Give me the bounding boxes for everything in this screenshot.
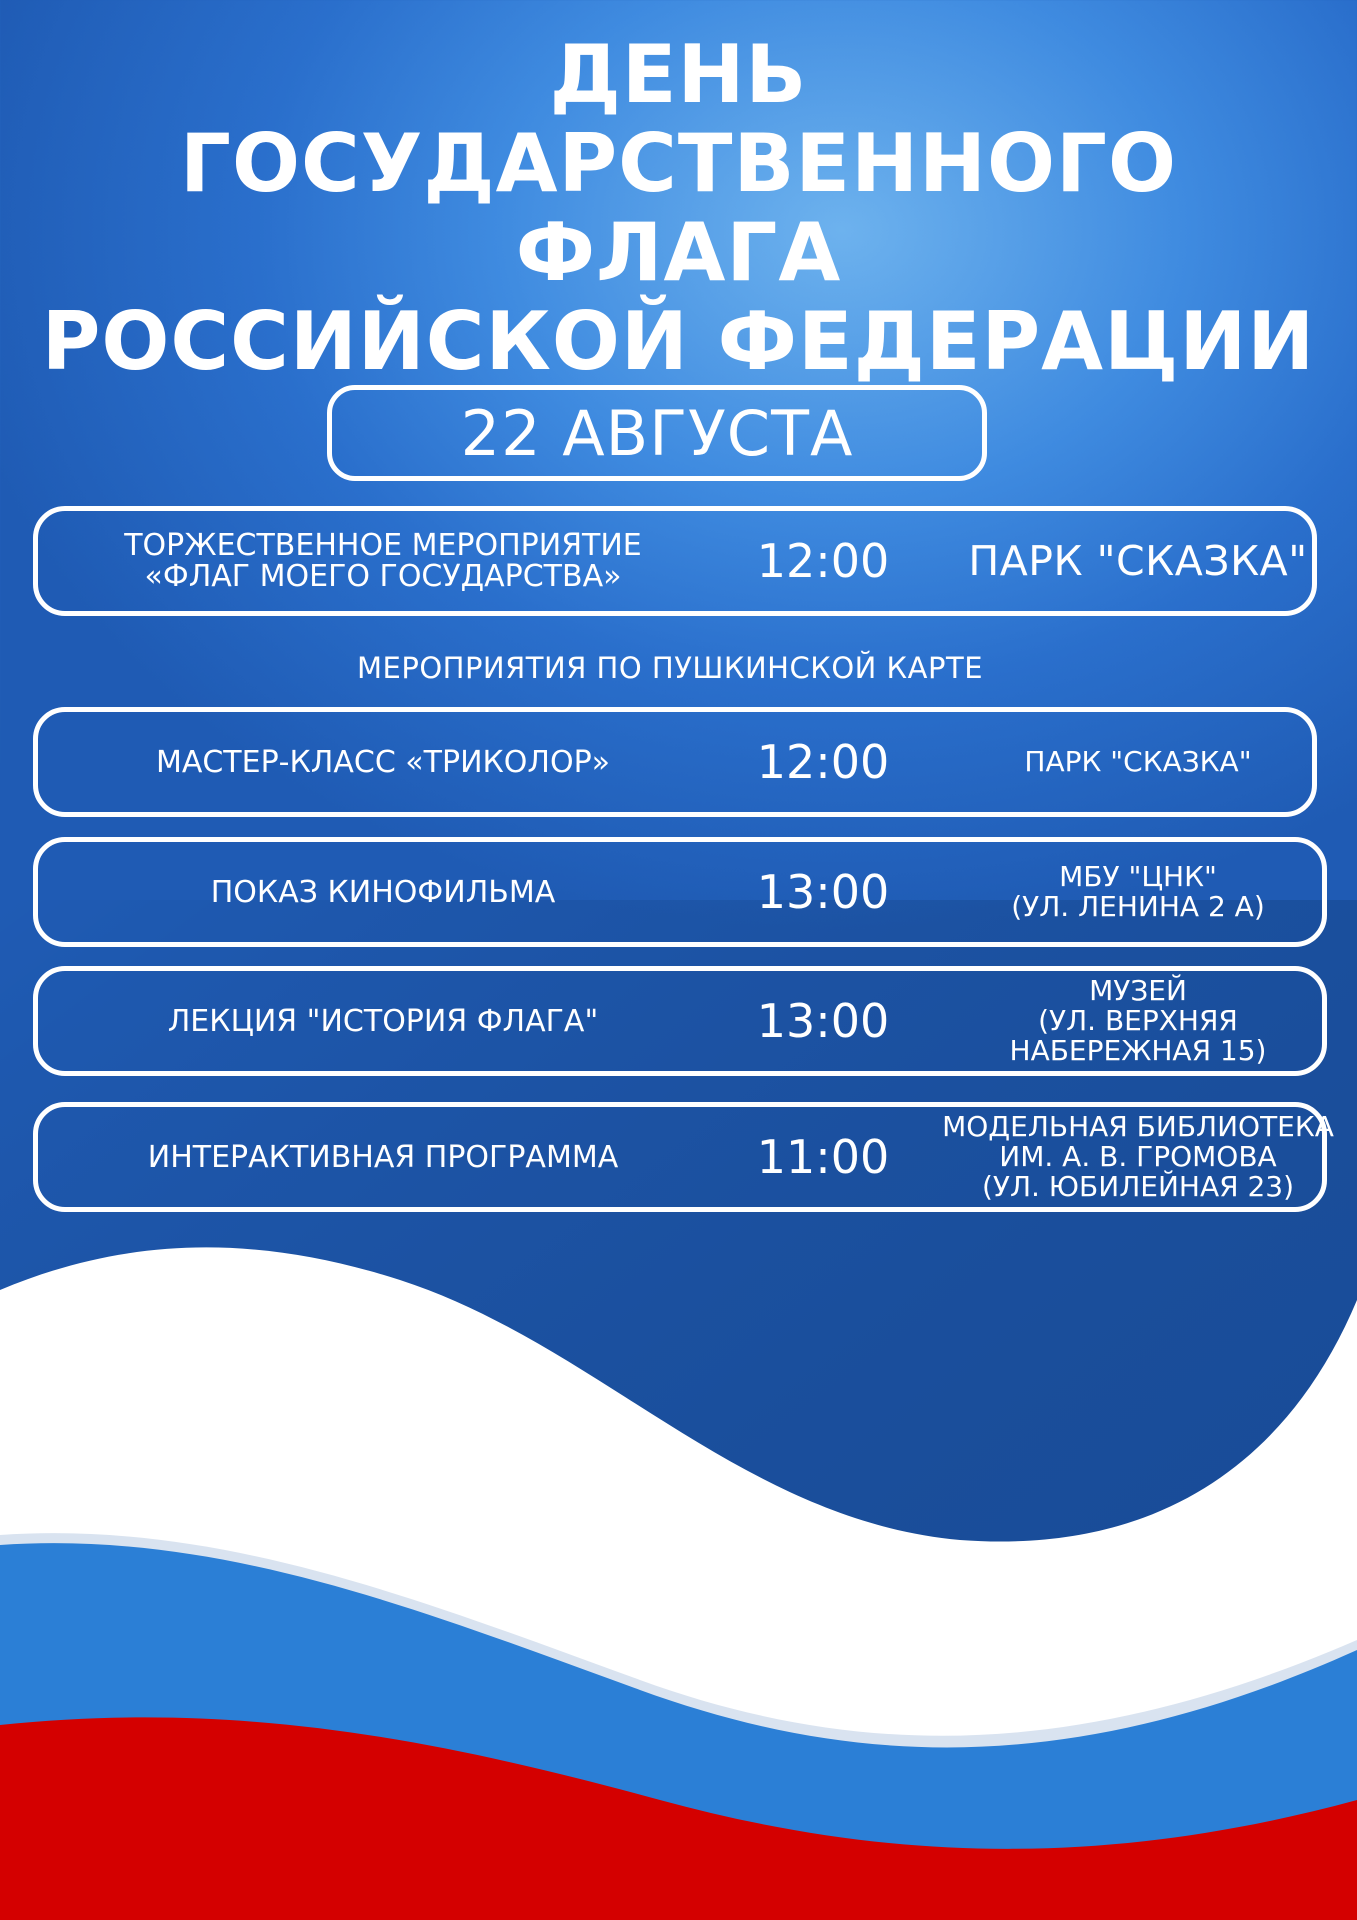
- date-badge: [327, 385, 987, 481]
- main-event-time: 12:00: [756, 534, 890, 588]
- title-line-2: ГОСУДАРСТВЕННОГО: [180, 117, 1177, 210]
- page-title: [0, 30, 1357, 386]
- main-event-row: [33, 506, 1317, 616]
- event-time: 12:00: [756, 735, 890, 789]
- event-time: 13:00: [756, 865, 890, 919]
- event-place: МОДЕЛЬНАЯ БИБЛИОТЕКА ИМ. А. В. ГРОМОВА (УЛ. ЮБИЛЕЙНАЯ 23): [942, 1110, 1334, 1203]
- title-line-3: ФЛАГА: [515, 206, 842, 299]
- event-place: МБУ "ЦНК" (УЛ. ЛЕНИНА 2 А): [1011, 860, 1265, 923]
- event-place: ПАРК "СКАЗКА": [1024, 745, 1252, 778]
- event-name: ЛЕКЦИЯ "ИСТОРИЯ ФЛАГА": [167, 1003, 599, 1039]
- event-row: [33, 837, 1327, 947]
- pushkin-section-label: МЕРОПРИЯТИЯ ПО ПУШКИНСКОЙ КАРТЕ: [356, 651, 984, 685]
- event-place: МУЗЕЙ (УЛ. ВЕРХНЯЯ НАБЕРЕЖНАЯ 15): [1009, 974, 1267, 1067]
- title-line-4: РОССИЙСКОЙ ФЕДЕРАЦИИ: [41, 295, 1316, 388]
- main-event-place: ПАРК "СКАЗКА": [968, 537, 1308, 585]
- title-line-1: ДЕНЬ: [549, 28, 808, 121]
- event-time: 13:00: [756, 994, 890, 1048]
- event-name: ИНТЕРАКТИВНАЯ ПРОГРАММА: [147, 1139, 619, 1175]
- event-row: [33, 1102, 1334, 1212]
- event-row: [33, 707, 1317, 817]
- event-name: ПОКАЗ КИНОФИЛЬМА: [210, 874, 556, 910]
- event-name: МАСТЕР-КЛАСС «ТРИКОЛОР»: [155, 744, 611, 780]
- main-event-name: ТОРЖЕСТВЕННОЕ МЕРОПРИЯТИЕ «ФЛАГ МОЕГО ГОСУДАРСТВА»: [124, 528, 642, 594]
- event-time: 11:00: [756, 1130, 890, 1184]
- date-text: 22 АВГУСТА: [460, 396, 854, 470]
- event-row: [33, 966, 1327, 1076]
